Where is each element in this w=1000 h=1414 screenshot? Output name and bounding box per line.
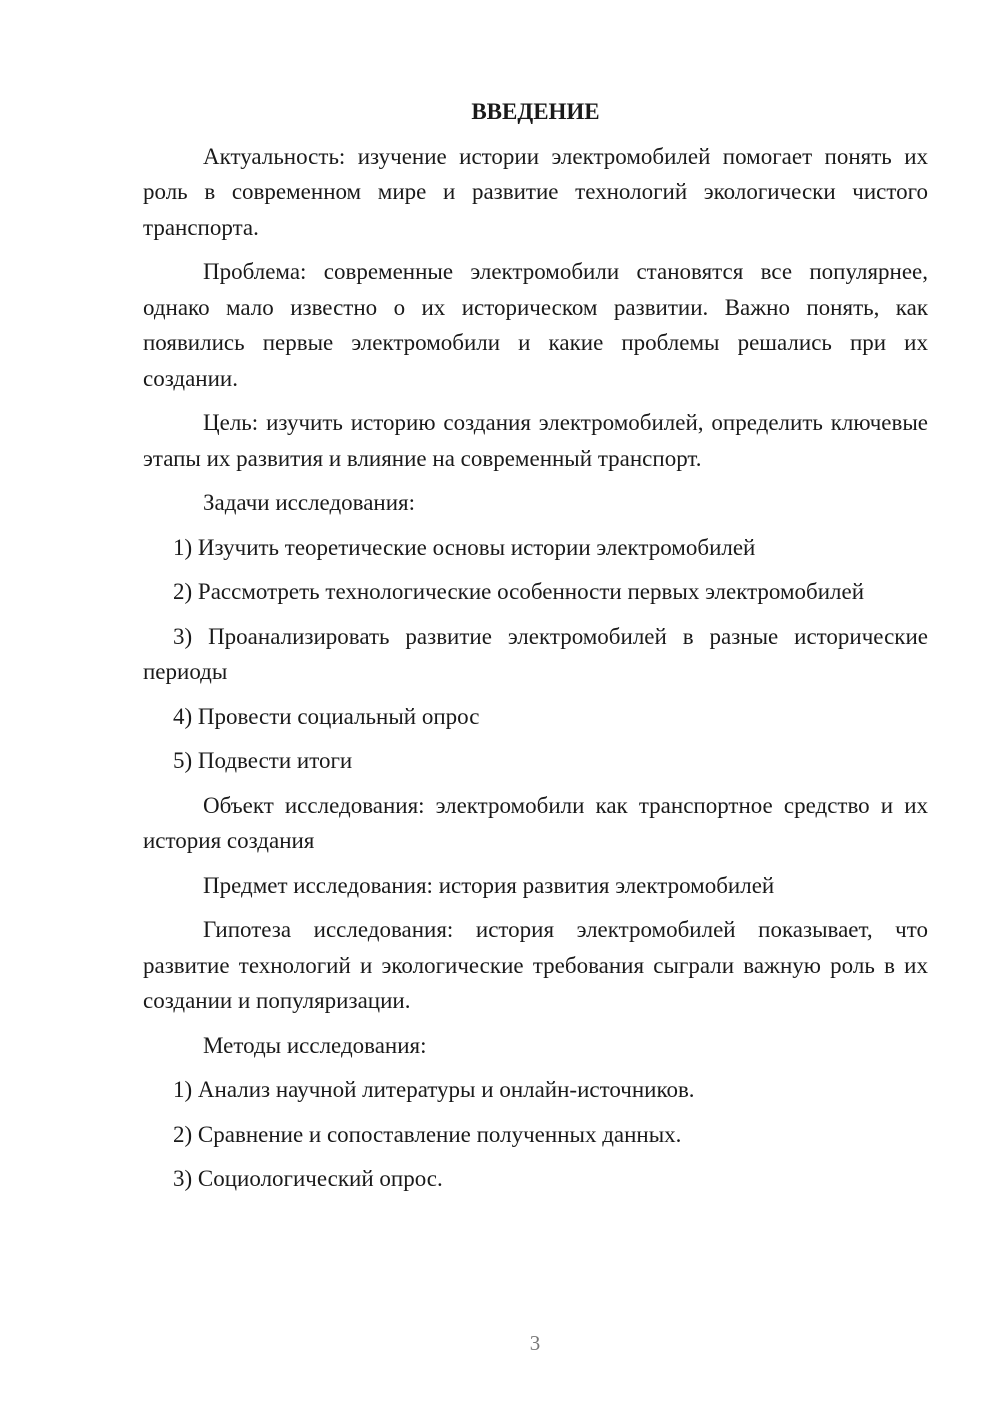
method-item-2: 2) Сравнение и сопоставление полученных данных. bbox=[173, 1121, 682, 1147]
tasks-heading: Задачи исследования: bbox=[203, 490, 416, 515]
page-content bbox=[143, 94, 928, 1206]
goal-paragraph: Цель: изучить историю создания электромобилей, определить ключевые этапы их развития и влияние на современный транспорт. bbox=[143, 410, 928, 471]
method-item-1: 1) Анализ научной литературы и онлайн-источников. bbox=[173, 1077, 695, 1102]
problem-paragraph: Проблема: современные электромобили становятся все популярнее, однако мало известно о их историческом развитии. Важно понять, как появились первые электромобили и какие проблемы решались при их создании. bbox=[143, 259, 928, 391]
method-item-3: 3) Социологический опрос. bbox=[173, 1166, 443, 1191]
task-item-2: 2) Рассмотреть технологические особенности первых электромобилей bbox=[173, 579, 865, 604]
methods-heading: Методы исследования: bbox=[203, 1032, 427, 1058]
relevance-paragraph: Актуальность: изучение истории электромобилей помогает понять их роль в современном мире и развитие технологий экологически чистого транспорта. bbox=[143, 143, 928, 240]
object-paragraph: Объект исследования: электромобили как транспортное средство и их история создания bbox=[143, 792, 928, 853]
hypothesis-paragraph: Гипотеза исследования: история электромобилей показывает, что развитие технологий и экологические требования сыграли важную роль в их создании и популяризации. bbox=[143, 917, 928, 1013]
task-item-5: 5) Подвести итоги bbox=[173, 748, 353, 773]
task-item-3: 3) Проанализировать развитие электромобилей в разные исторические периоды bbox=[143, 623, 928, 684]
section-title: ВВЕДЕНИЕ bbox=[471, 99, 600, 124]
task-item-4: 4) Провести социальный опрос bbox=[173, 703, 480, 729]
page-number: 3 bbox=[529, 1331, 541, 1355]
subject-paragraph: Предмет исследования: история развития электромобилей bbox=[203, 872, 775, 898]
task-item-1: 1) Изучить теоретические основы истории электромобилей bbox=[173, 534, 756, 560]
